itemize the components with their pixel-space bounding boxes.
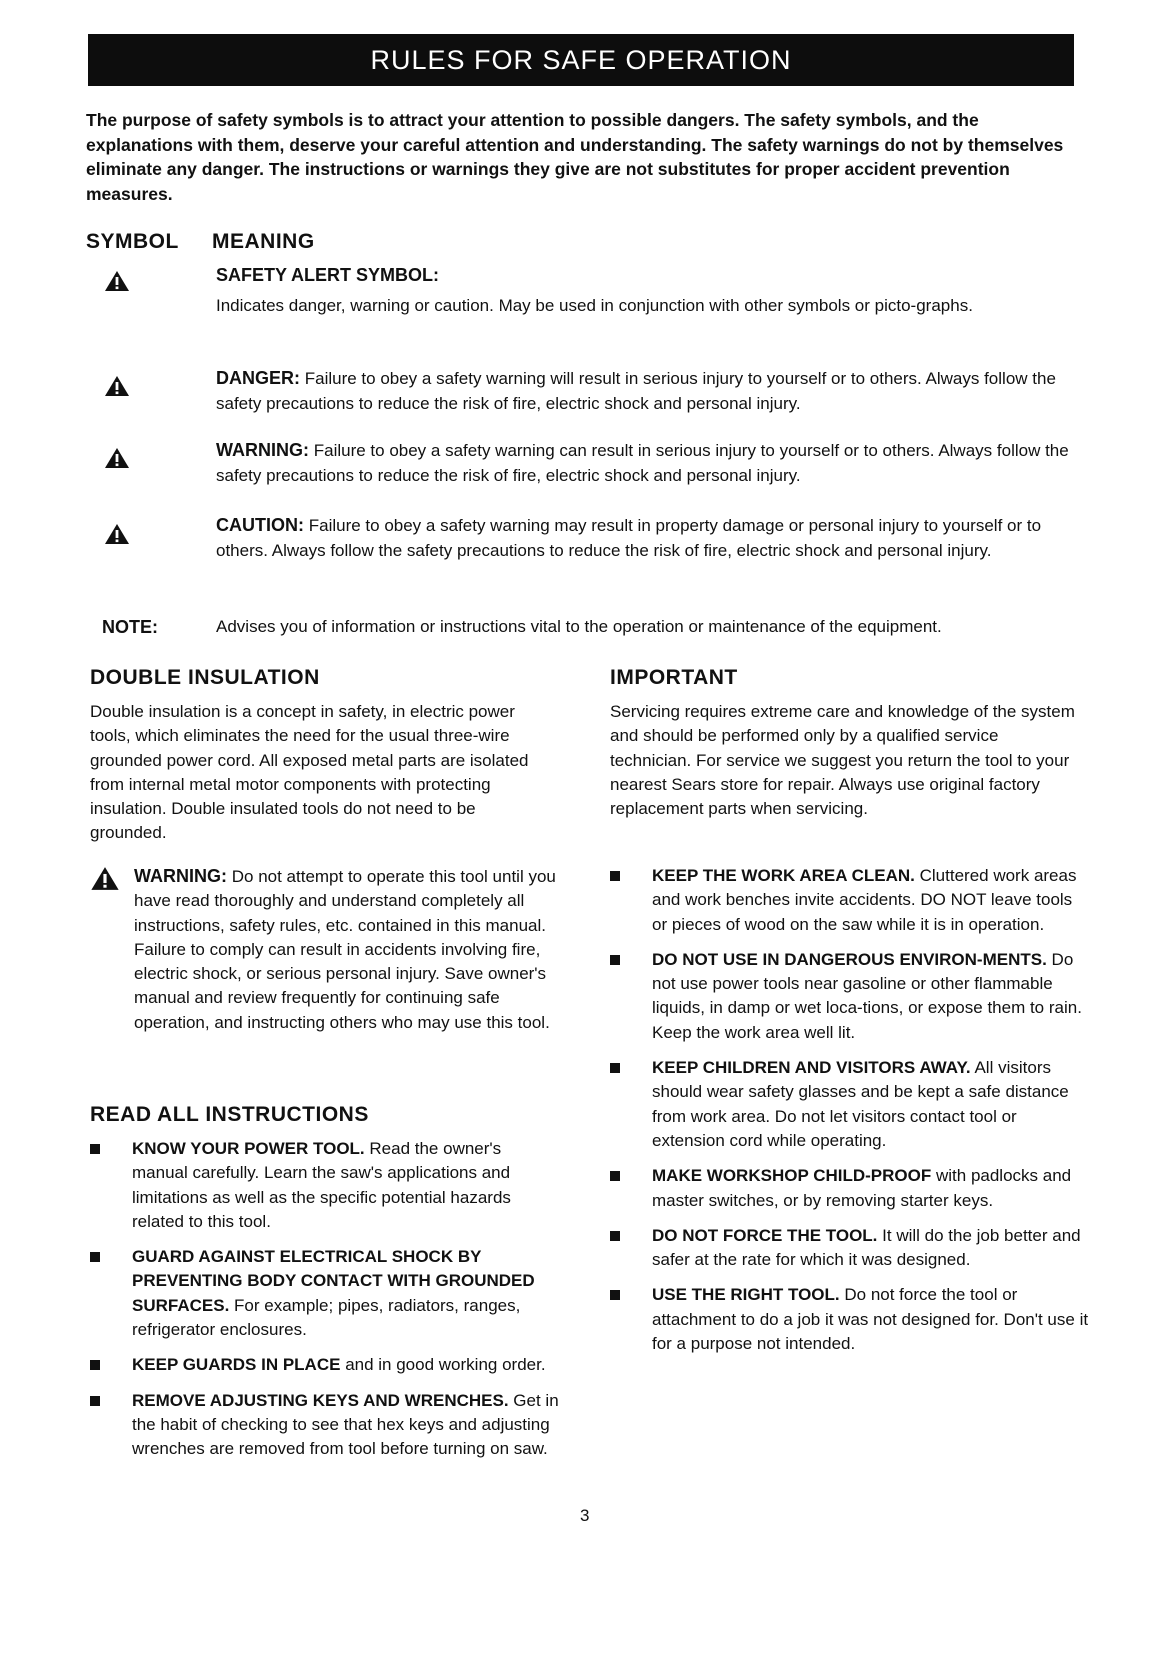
safety-alert-definition: Indicates danger, warning or caution. May be used in conjunction with other symbols or picto-graphs. — [216, 296, 973, 315]
list-item: USE THE RIGHT TOOL. Do not force the tool or attachment to do a job it was not designed for. Don't use it for a purpose not intended. — [610, 1283, 1090, 1356]
safety-rules-list — [610, 864, 1090, 1367]
page-number: 3 — [580, 1506, 590, 1525]
warning-block — [90, 864, 560, 1035]
danger-definition — [216, 366, 1076, 416]
list-item: DO NOT FORCE THE TOOL. It will do the job better and safer at the rate for which it was designed. — [610, 1224, 1090, 1273]
warning-text: Failure to obey a safety warning can result in serious injury to yourself or to others. Always follow the safety precautions to reduce the risk of fire, electric shock and personal injury. — [216, 441, 1069, 485]
meaning-column-heading: MEANING — [212, 230, 315, 253]
warning-block-term: WARNING: — [134, 866, 227, 886]
warning-term: WARNING: — [216, 440, 309, 460]
important-text: Servicing requires extreme care and knowledge of the system and should be performed only by a qualified service technician. For service we suggest you return the tool to your nearest Sears store for repair. Always use original factory replacement parts when servicing. — [610, 702, 1075, 819]
double-insulation-text: Double insulation is a concept in safety, in electric power tools, which eliminates the need for the usual three-wire grounded power cord. All exposed metal parts are isolated from internal metal motor components with protecting insulation. Double insulated tools do not need to be grounded. — [90, 702, 529, 843]
list-item: DO NOT USE IN DANGEROUS ENVIRON-MENTS. Do not use power tools near gasoline or other flammable liquids, in damp or wet loca-tions, or expose them to rain. Keep the work area well lit. — [610, 948, 1090, 1045]
read-all-heading: READ ALL INSTRUCTIONS — [90, 1103, 369, 1126]
safety-alert-icon — [104, 270, 130, 292]
list-item: KEEP CHILDREN AND VISITORS AWAY. All visitors should wear safety glasses and be kept a safe distance from work area. Do not let visitors contact tool or extension cord while operating. — [610, 1056, 1090, 1153]
list-item: REMOVE ADJUSTING KEYS AND WRENCHES. Get in the habit of checking to see that hex keys and adjusting wrenches are removed from tool before turning on saw. — [90, 1389, 560, 1462]
double-insulation-heading: DOUBLE INSULATION — [90, 666, 320, 689]
danger-text: Failure to obey a safety warning will result in serious injury to yourself or to others. Always follow the safety precautions to reduce the risk of fire, electric shock and personal injury. — [216, 369, 1056, 413]
caution-alert-icon — [104, 523, 130, 545]
important-heading: IMPORTANT — [610, 666, 738, 689]
list-item: KEEP GUARDS IN PLACE and in good working order. — [90, 1353, 560, 1377]
warning-block-icon — [90, 866, 120, 898]
page-banner — [88, 34, 1074, 86]
warning-block-text: Do not attempt to operate this tool until you have read thoroughly and understand completely all instructions, safety rules, etc. contained in this manual. Failure to comply can result in accidents involving fire, electric shock, or serious personal injury. Save owner's manual and review frequently for continuing safe operation, and instructing others who may use this tool. — [134, 867, 556, 1032]
list-item: KEEP THE WORK AREA CLEAN. Cluttered work areas and work benches invite accidents. DO NOT leave tools or pieces of wood on the saw while it is in operation. — [610, 864, 1090, 937]
symbol-column-heading: SYMBOL — [86, 230, 179, 253]
warning-alert-icon — [104, 447, 130, 469]
caution-definition — [216, 513, 1076, 563]
list-item: GUARD AGAINST ELECTRICAL SHOCK BY PREVENTING BODY CONTACT WITH GROUNDED SURFACES. For example; pipes, radiators, ranges, refrigerator enclosures. — [90, 1245, 560, 1342]
list-item: MAKE WORKSHOP CHILD-PROOF with padlocks and master switches, or by removing starter keys. — [610, 1164, 1090, 1213]
banner-title: RULES FOR SAFE OPERATION — [370, 44, 792, 75]
warning-definition — [216, 438, 1076, 488]
safety-alert-title: SAFETY ALERT SYMBOL: — [216, 265, 440, 285]
caution-text: Failure to obey a safety warning may result in property damage or personal injury to yourself or to others. Always follow the safety precautions to reduce the risk of fire, electric shock and personal injury. — [216, 516, 1042, 560]
danger-term: DANGER: — [216, 368, 300, 388]
list-item: KNOW YOUR POWER TOOL. Read the owner's manual carefully. Learn the saw's applications and limitations as well as the specific potential hazards related to this tool. — [90, 1137, 560, 1234]
intro-paragraph: The purpose of safety symbols is to attract your attention to possible dangers. The safety symbols, and the explanations with them, deserve your careful attention and understanding. The safety warnings do not by themselves eliminate any danger. The instructions or warnings they give are not substitutes for proper accident prevention measures. — [86, 110, 1064, 204]
read-all-list — [90, 1137, 560, 1473]
danger-alert-icon — [104, 375, 130, 397]
note-text: Advises you of information or instructions vital to the operation or maintenance of the equipment. — [216, 617, 942, 636]
caution-term: CAUTION: — [216, 515, 304, 535]
note-label: NOTE: — [102, 617, 158, 637]
